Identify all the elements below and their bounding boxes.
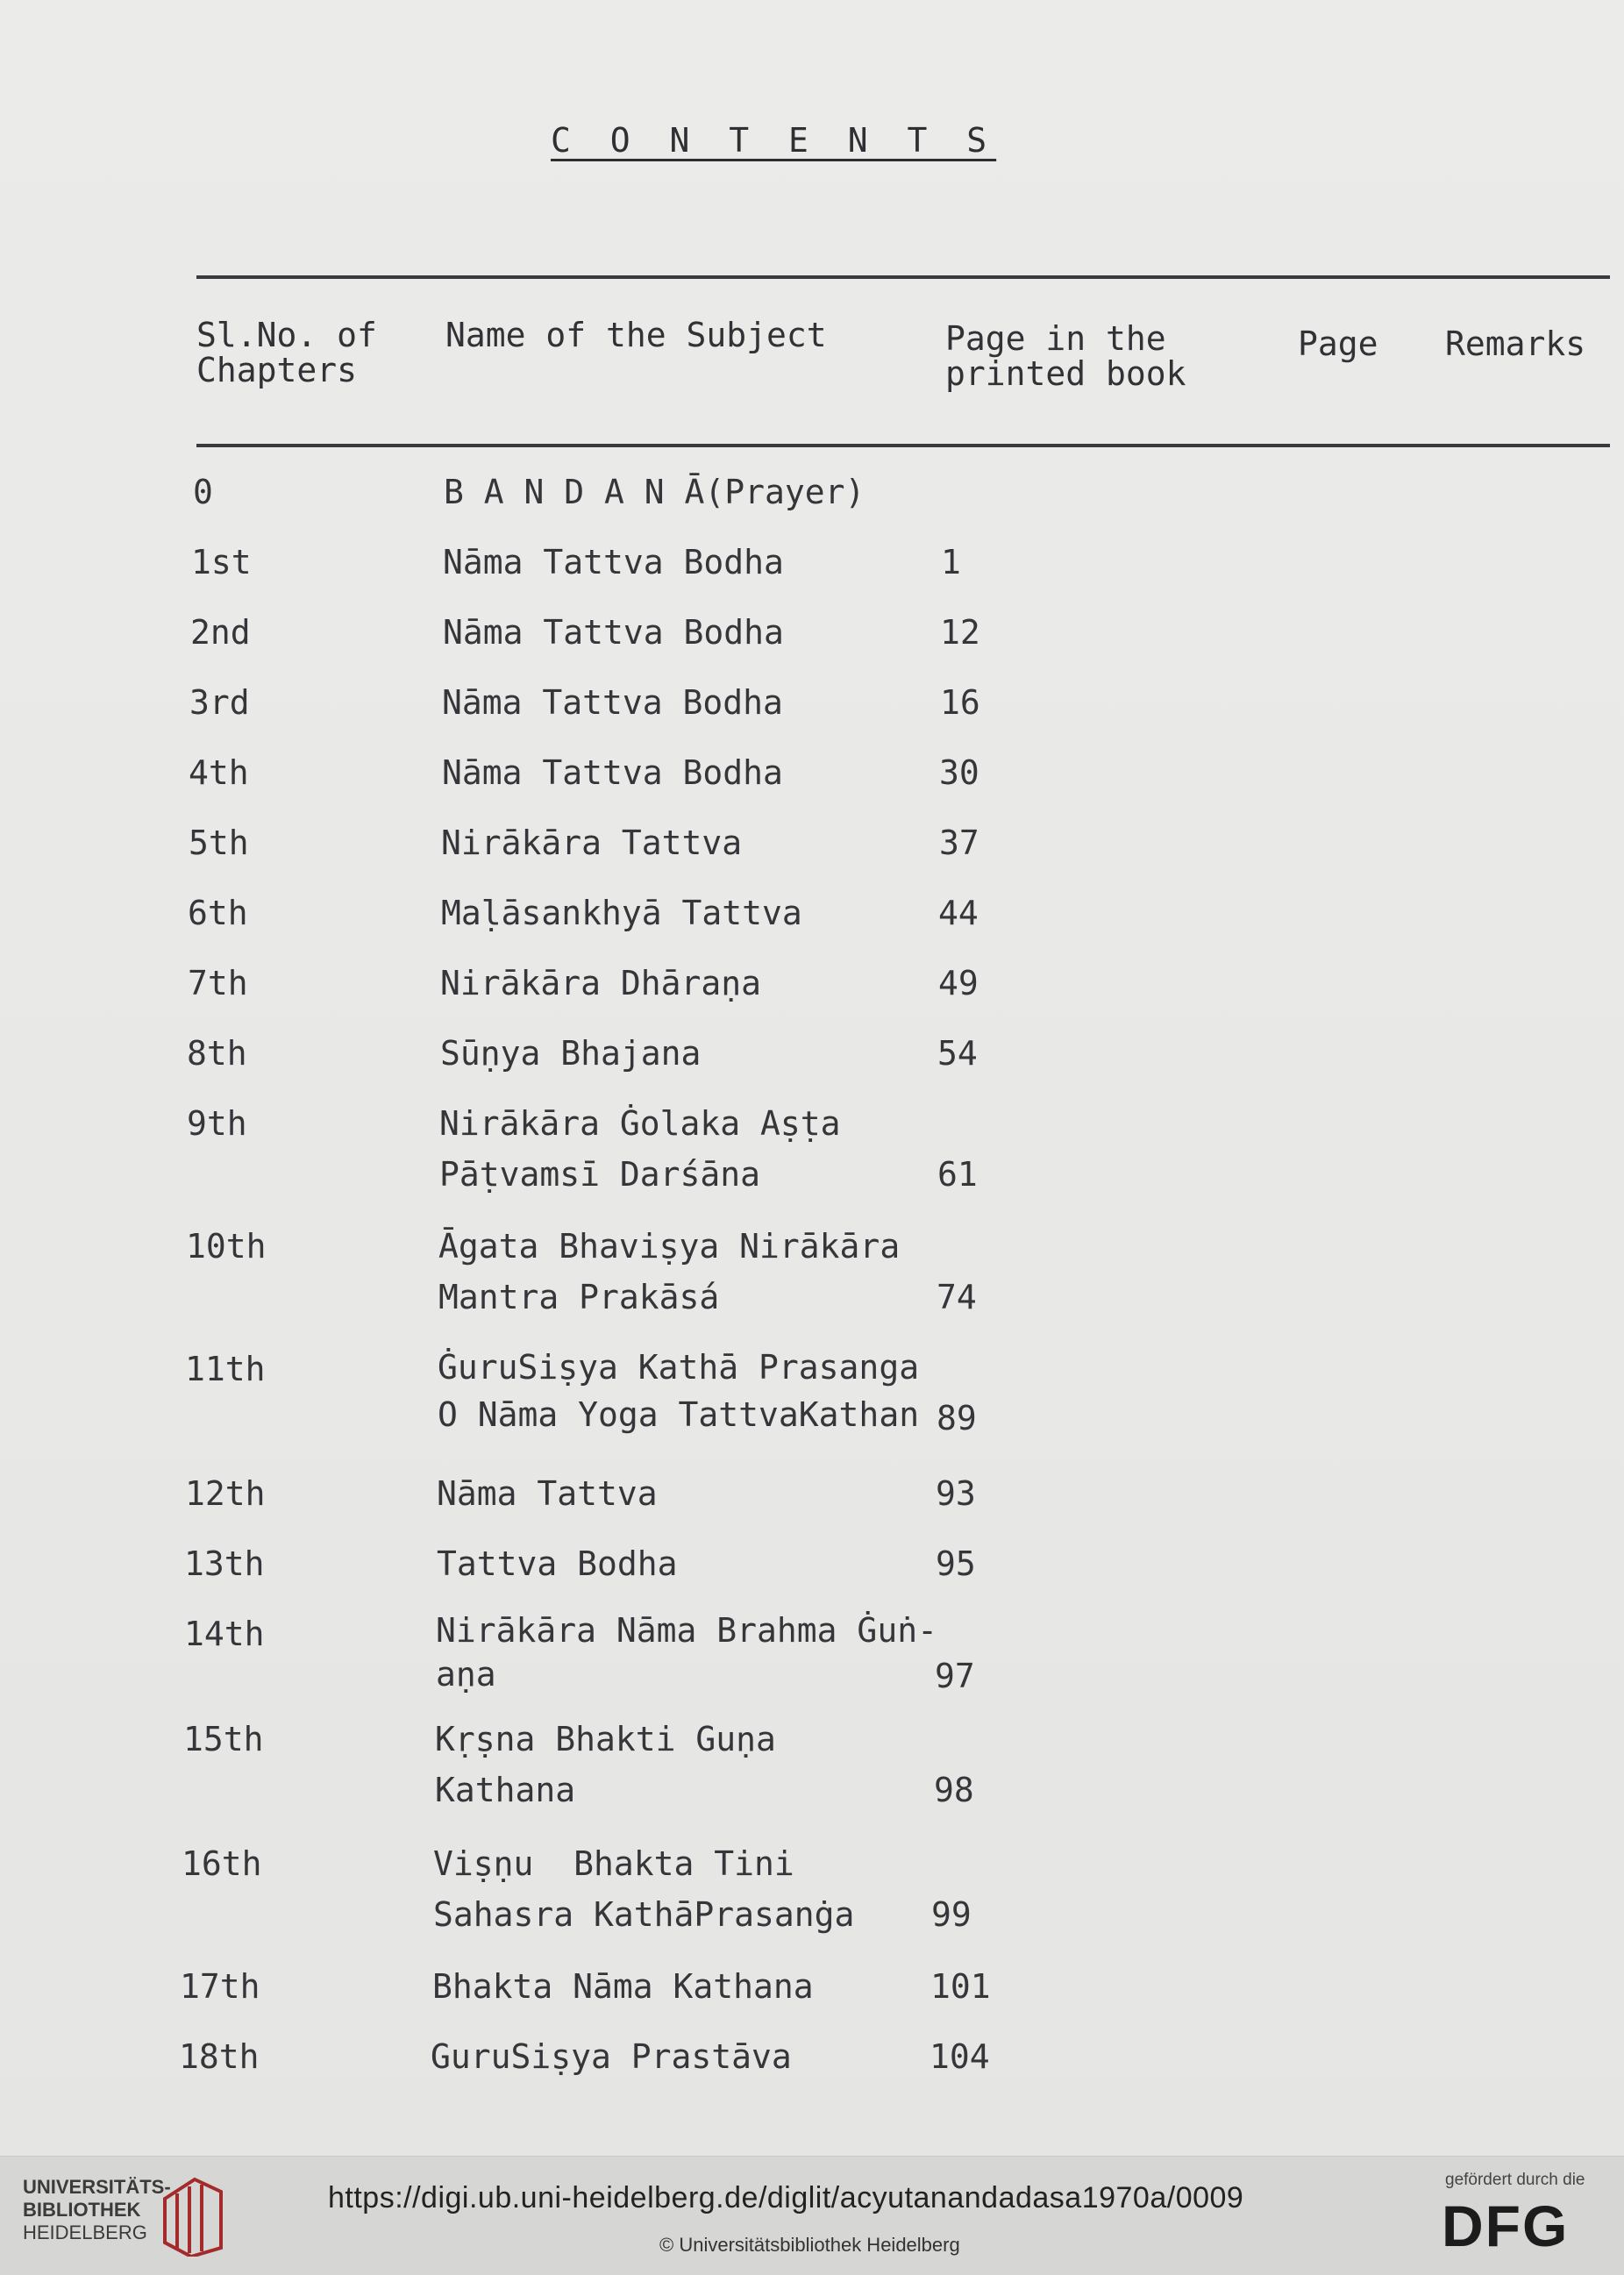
funding-note: gefördert durch die [1445, 2171, 1585, 2189]
subject-name: Nirākāra Nāma Brahma Ġuṅ- aṇa [436, 1611, 937, 1694]
subject-name: Kṛṣna Bhakti Guṇa Kathana [435, 1720, 776, 1809]
printed-page: 104 [930, 2037, 990, 2076]
chapter-number: 8th [187, 1034, 247, 1073]
chapter-number: 6th [188, 894, 248, 932]
printed-page: 89 [937, 1399, 977, 1437]
printed-page: 97 [935, 1657, 975, 1695]
contents-title: C O N T E N T S [551, 121, 997, 160]
printed-page: 61 [937, 1155, 978, 1194]
chapter-number: 4th [189, 753, 249, 792]
chapter-number: 12th [185, 1474, 266, 1513]
dfg-logo[interactable]: DFG [1442, 2193, 1570, 2258]
printed-page: 1 [941, 543, 961, 581]
printed-page: 98 [934, 1771, 974, 1809]
printed-page: 30 [939, 753, 979, 792]
subject-name: Nirākāra Ġolaka Aṣṭa Pāṭvamsī Darśāna [439, 1104, 841, 1194]
library-name-line1: UNIVERSITÄTS- [23, 2176, 171, 2198]
subject-name: B A N D A N Ā(Prayer) [444, 473, 865, 511]
header-page: Page [1298, 324, 1378, 363]
chapter-number: 0 [193, 473, 213, 511]
library-name-line2: BIBLIOTHEK [23, 2199, 141, 2221]
library-name-line3: HEIDELBERG [23, 2222, 147, 2243]
subject-name: Nāma Tattva Bodha [443, 543, 784, 581]
printed-page: 16 [940, 683, 980, 722]
subject-name: Maḷāsankhyā Tattva [441, 894, 802, 932]
copyright-notice: © Universitätsbibliothek Heidelberg [659, 2234, 960, 2256]
chapter-number: 1st [191, 543, 252, 581]
chapter-number: 7th [188, 964, 248, 1002]
subject-name: Viṣṇu Bhakta Tini Sahasra KathāPrasanġa [433, 1844, 855, 1934]
printed-page: 101 [930, 1967, 991, 2006]
chapter-number: 18th [179, 2037, 260, 2076]
viewer-footer [0, 2156, 1624, 2275]
chapter-number: 17th [180, 1967, 260, 2006]
chapter-number: 13th [184, 1544, 265, 1583]
subject-name: Āgata Bhaviṣya Nirākāra Mantra Prakāsá [438, 1227, 901, 1316]
printed-page: 12 [940, 613, 980, 652]
header-bottom-rule [196, 444, 1610, 447]
chapter-number: 11th [185, 1350, 266, 1388]
library-wordmark[interactable] [23, 2176, 171, 2244]
chapter-number: 16th [182, 1844, 262, 1883]
chapter-number: 3rd [189, 683, 250, 722]
chapter-number: 2nd [190, 613, 251, 652]
subject-name: Nāma Tattva Bodha [442, 753, 783, 792]
chapter-number: 10th [186, 1227, 267, 1266]
header-sl-no: Sl.No. of Chapters [196, 316, 377, 389]
chapter-number: 9th [187, 1104, 247, 1143]
printed-page: 74 [937, 1278, 977, 1316]
subject-name: Nāma Tattva Bodha [442, 683, 783, 722]
subject-name: ĠuruSiṣya Kathā Prasanga O Nāma Yoga TattvaKathan [438, 1348, 920, 1434]
subject-name: Sūṇya Bhajana [440, 1034, 702, 1073]
subject-name: GuruSiṣya Prastāva [431, 2037, 792, 2076]
printed-page: 95 [936, 1544, 976, 1583]
subject-name: Nirākāra Tattva [441, 824, 743, 862]
printed-page: 54 [937, 1034, 978, 1073]
printed-page: 99 [931, 1895, 972, 1934]
printed-page: 93 [936, 1474, 976, 1513]
printed-page: 44 [938, 894, 979, 932]
chapter-number: 5th [189, 824, 249, 862]
printed-page: 37 [939, 824, 979, 862]
chapter-number: 15th [183, 1720, 264, 1758]
subject-name: Nāma Tattva [437, 1474, 658, 1513]
library-logo-icon[interactable] [160, 2172, 224, 2257]
subject-name: Tattva Bodha [437, 1544, 678, 1583]
header-subject: Name of the Subject [445, 316, 827, 354]
header-page-printed: Page in the printed book [945, 319, 1186, 393]
printed-page: 49 [938, 964, 979, 1002]
subject-name: Bhakta Nāma Kathana [432, 1967, 814, 2006]
subject-name: Nirākāra Dhāraṇa [440, 964, 762, 1002]
subject-name: Nāma Tattva Bodha [443, 613, 784, 652]
permalink-url[interactable]: https://digi.ub.uni-heidelberg.de/diglit/acyutanandadasa1970a/0009 [328, 2181, 1244, 2214]
header-top-rule [196, 275, 1610, 279]
chapter-number: 14th [184, 1615, 265, 1653]
header-remarks: Remarks [1445, 324, 1586, 363]
